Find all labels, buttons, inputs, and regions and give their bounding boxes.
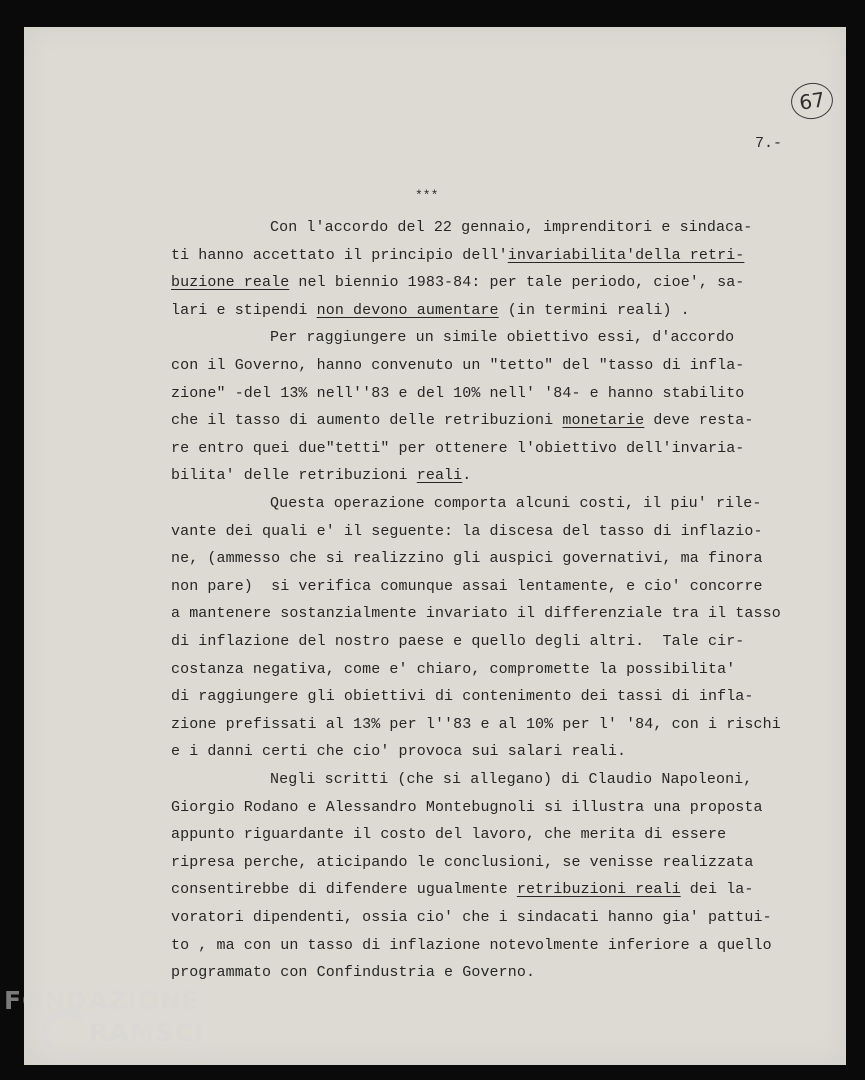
text-line: [171, 577, 763, 597]
text-line: [171, 963, 535, 983]
text-segment: con il Governo, hanno convenuto un "tetto" del "tasso di infla-: [171, 357, 745, 374]
text-segment: Giorgio Rodano e Alessandro Montebugnoli si illustra una proposta: [171, 798, 763, 816]
page-number: 7.-: [755, 135, 783, 152]
text-segment: re entro quei due"tetti" per ottenere l'obiettivo dell'invaria-: [171, 439, 745, 457]
text-segment: consentirebbe di difendere ugualmente: [171, 881, 517, 899]
fondazione-gramsci-watermark: [4, 986, 219, 1076]
text-line: [171, 632, 744, 652]
text-line: [171, 936, 772, 956]
text-segment: zione prefissati al 13% per l''83 e al 10% per l' '84, con i rischi: [171, 715, 781, 733]
text-segment: ti hanno accettato il principio dell': [171, 246, 508, 264]
text-segment: appunto riguardante il costo del lavoro, che merita di essere: [171, 826, 727, 844]
underlined-text: invariabilita'della retri-: [507, 246, 745, 264]
text-segment: deve resta-: [644, 412, 754, 430]
underlined-text: buzione reale: [171, 274, 290, 292]
text-line: [171, 522, 763, 542]
text-line: [171, 466, 471, 486]
text-segment: costanza negativa, come e' chiaro, compromette la possibilita': [171, 660, 736, 678]
text-line: [171, 549, 763, 569]
text-line: [171, 384, 744, 404]
text-segment: vante dei quali e' il seguente: la discesa del tasso di inflazio-: [171, 522, 763, 540]
text-segment: non pare) si verifica comunque assai lentamente, e cio' concorre: [171, 577, 763, 595]
text-line: [171, 301, 690, 321]
archive-number-stamp: 67: [789, 80, 836, 121]
text-segment: ne, (ammesso che si realizzino gli auspici governativi, ma finora: [171, 550, 763, 568]
text-segment: ripresa perche, aticipando le conclusioni, se venisse realizzata: [171, 853, 754, 871]
underlined-text: monetarie: [562, 412, 645, 430]
text-segment: e i danni certi che cio' provoca sui salari reali.: [171, 743, 627, 761]
text-line: [270, 218, 752, 238]
text-segment: Questa operazione comporta alcuni costi, il piu' rile-: [270, 495, 762, 512]
text-segment: a mantenere sostanzialmente invariato il differenziale tra il tasso: [171, 605, 781, 623]
text-line: [171, 908, 772, 928]
text-segment: bilita' delle retribuzioni: [171, 467, 417, 485]
watermark-suffix: onlus: [180, 1048, 213, 1062]
text-segment: dei la-: [680, 881, 754, 899]
text-line: [171, 356, 744, 376]
text-line: [270, 328, 734, 348]
text-segment: Negli scritti (che si allegano) di Claudio Napoleoni,: [270, 771, 753, 788]
text-line: [171, 604, 781, 624]
underlined-text: retribuzioni reali: [516, 881, 681, 899]
text-line: [270, 494, 761, 514]
text-segment: zione" -del 13% nell''83 e del 10% nell' '84- e hanno stabilito: [171, 384, 745, 402]
text-line: [171, 439, 744, 459]
text-segment: programmato con Confindustria e Governo.: [171, 964, 536, 982]
underlined-text: non devono aumentare: [316, 301, 499, 319]
text-line: [171, 411, 754, 431]
underlined-text: reali: [416, 467, 463, 485]
text-line: [171, 246, 744, 266]
text-line: [171, 853, 754, 873]
text-line: [171, 825, 726, 845]
text-segment: di raggiungere gli obiettivi di contenimento dei tassi di infla-: [171, 688, 754, 706]
text-segment: to , ma con un tasso di inflazione notevolmente inferiore a quello: [171, 936, 772, 954]
text-segment: .: [462, 467, 472, 485]
text-line: [171, 715, 781, 735]
text-line: [270, 770, 752, 790]
text-segment: (in termini reali) .: [498, 301, 690, 319]
text-segment: che il tasso di aumento delle retribuzioni: [171, 412, 563, 430]
text-line: [171, 880, 754, 900]
text-segment: nel biennio 1983-84: per tale periodo, cioe', sa-: [289, 274, 745, 292]
text-line: [171, 742, 626, 762]
text-segment: Per raggiungere un simile obiettivo essi, d'accordo: [270, 329, 735, 347]
text-line: [171, 798, 763, 818]
watermark-line1: FONDAZIONE: [4, 986, 201, 1015]
watermark-g-logo-icon: [40, 1008, 94, 1062]
text-segment: lari e stipendi: [171, 301, 317, 319]
section-separator: ***: [415, 188, 439, 203]
text-segment: di inflazione del nostro paese e quello degli altri. Tale cir-: [171, 633, 745, 650]
text-segment: Con l'accordo del 22 gennaio, imprenditori e sindaca-: [270, 219, 753, 236]
text-line: [171, 687, 754, 707]
text-line: [171, 660, 735, 680]
text-segment: voratori dipendenti, ossia cio' che i sindacati hanno gia' pattui-: [171, 909, 772, 926]
text-line: [171, 273, 744, 293]
watermark-line2: RAMSCI: [89, 1018, 205, 1047]
document-page: [24, 27, 846, 1065]
